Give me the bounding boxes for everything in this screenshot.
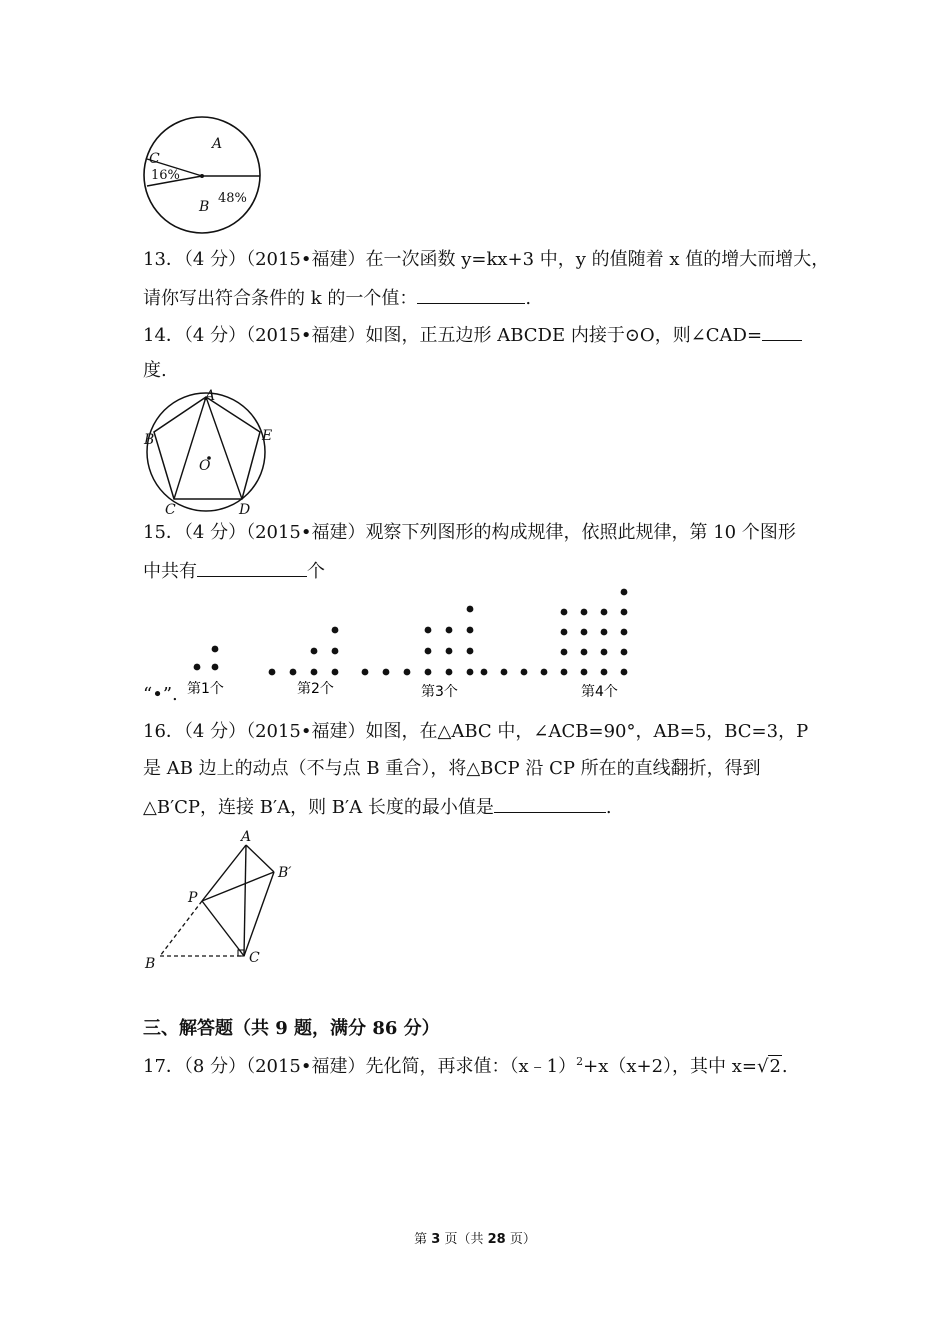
label-e: E — [262, 428, 273, 444]
pie-label-a: A — [212, 136, 223, 152]
segment-ac — [244, 845, 246, 956]
footer-total-pages: 28 — [487, 1232, 506, 1247]
segment-pc — [202, 901, 244, 956]
dot-fig3-1 — [446, 627, 453, 634]
pentagon-figure — [140, 388, 280, 516]
page-footer — [0, 1228, 950, 1247]
q17-end: . — [781, 1056, 788, 1077]
dot-fig4-5 — [581, 629, 588, 636]
dot-fig4-19 — [481, 669, 488, 676]
dot-fig2-2 — [311, 669, 318, 676]
q16-line3 — [143, 794, 612, 820]
dot-fig4-15 — [621, 669, 628, 676]
q13-line2-text: 请你写出符合条件的 k 的一个值： — [143, 288, 418, 309]
label-b: B — [144, 432, 155, 448]
segment-pb-dashed — [160, 901, 202, 956]
dot-fig2-3 — [332, 669, 339, 676]
caption-fig1: 第1个 — [187, 681, 224, 697]
pie-label-b: B — [199, 199, 210, 215]
q15-line2 — [143, 558, 325, 584]
dot-fig4-20 — [621, 589, 628, 596]
circle-o — [147, 393, 265, 511]
pentagon-abcde — [154, 397, 260, 499]
dot-fig3-10 — [383, 669, 390, 676]
label-b: B — [145, 956, 156, 972]
dot-fig3-0 — [425, 627, 432, 634]
q17-radicand: 2 — [769, 1056, 781, 1077]
dot-layer — [194, 589, 628, 676]
caption-fig3: 第3个 — [421, 684, 458, 700]
q14-line1-text: 14．（4 分）（2015•福建）如图，正五边形 ABCDE 内接于⊙O，则∠CAD= — [143, 325, 763, 346]
q14-line1 — [143, 322, 802, 348]
dot-fig4-16 — [541, 669, 548, 676]
dot-fig4-7 — [621, 629, 628, 636]
q16-end: . — [605, 797, 612, 818]
q17-exponent: 2 — [576, 1055, 584, 1068]
dot-fig3-9 — [404, 669, 411, 676]
caption-fig4: 第4个 — [581, 684, 618, 700]
dot-fig3-6 — [425, 669, 432, 676]
label-p: P — [188, 890, 198, 906]
dot-fig4-1 — [581, 609, 588, 616]
q16-line1: 16．（4 分）（2015•福建）如图，在△ABC 中，∠ACB=90°，AB=5，BC=3，P — [143, 721, 809, 742]
dot-fig2-4 — [290, 669, 297, 676]
label-b-prime: B′ — [278, 865, 292, 881]
dot-fig4-17 — [521, 669, 528, 676]
dot-fig3-12 — [467, 606, 474, 613]
dot-fig4-3 — [621, 609, 628, 616]
pie-center — [200, 174, 204, 178]
dot-fig3-8 — [467, 669, 474, 676]
segment-abp — [246, 845, 274, 872]
dot-fig4-13 — [581, 669, 588, 676]
label-c: C — [249, 950, 260, 966]
dot-fig4-9 — [581, 649, 588, 656]
q16-line3-text: △B′CP，连接 B′A，则 B′A 长度的最小值是 — [143, 797, 494, 818]
dot-fig4-8 — [561, 649, 568, 656]
dot-fig4-12 — [561, 669, 568, 676]
q17-mid: +x（x+2），其中 x= — [583, 1056, 757, 1077]
q17-line — [143, 1055, 788, 1079]
dot-fig3-11 — [362, 669, 369, 676]
q14-answer-blank[interactable] — [762, 322, 802, 341]
dot-fig2-0 — [311, 648, 318, 655]
label-c: C — [165, 502, 176, 518]
dot-fig3-2 — [467, 627, 474, 634]
segment-ad — [206, 397, 242, 499]
q15-line2-pre: 中共有 — [143, 561, 197, 582]
q15-answer-blank[interactable] — [197, 558, 307, 577]
footer-mid: 页（共 — [440, 1232, 488, 1247]
dot-fig3-3 — [425, 648, 432, 655]
q13-answer-blank[interactable] — [417, 285, 525, 304]
q13-line1: 13．（4 分）（2015•福建）在一次函数 y=kx+3 中，y 的值随着 x 值的增大而增大， — [143, 249, 830, 270]
caption-fig2: 第2个 — [297, 681, 334, 697]
dot-figures — [140, 585, 660, 705]
label-a: A — [241, 829, 252, 845]
q13-line2 — [143, 285, 531, 311]
label-a: A — [205, 388, 216, 404]
dot-fig4-18 — [501, 669, 508, 676]
pentagon-diagram — [140, 388, 280, 516]
q15-line1: 15．（4 分）（2015•福建）观察下列图形的构成规律，依照此规律，第 10 个图形 — [143, 522, 796, 543]
q14-line2: 度. — [143, 360, 167, 381]
footer-page-number: 3 — [431, 1232, 441, 1247]
dot-figure-captions — [187, 681, 618, 700]
q16-line2: 是 AB 边上的动点（不与点 B 重合），将△BCP 沿 CP 所在的直线翻折，得到 — [143, 758, 761, 779]
label-o: O — [199, 458, 211, 474]
segment-ac — [174, 397, 206, 499]
pie-pct-c: 16% — [151, 168, 180, 183]
dot-pattern-svg — [140, 585, 660, 705]
dot-fig4-4 — [561, 629, 568, 636]
pie-pct-b: 48% — [218, 191, 247, 206]
dot-fig3-7 — [446, 669, 453, 676]
dot-fig4-10 — [601, 649, 608, 656]
dot-fig4-6 — [601, 629, 608, 636]
sqrt-symbol: √ — [756, 1056, 769, 1077]
q16-answer-blank[interactable] — [494, 794, 606, 813]
q13-end: . — [525, 288, 532, 309]
segment-bpc — [244, 872, 274, 956]
q17-pre: 17．（8 分）（2015•福建）先化简，再求值：（x﹣1） — [143, 1056, 577, 1077]
dot-fig1-0 — [212, 664, 219, 671]
dot-fig4-14 — [601, 669, 608, 676]
dot-fig2-5 — [269, 669, 276, 676]
dot-fig1-1 — [194, 664, 201, 671]
pie-label-c: C — [149, 151, 160, 167]
dot-fig3-5 — [467, 648, 474, 655]
dot-fig4-2 — [601, 609, 608, 616]
dot-fig1-2 — [212, 646, 219, 653]
triangle-figure — [140, 825, 310, 975]
label-d: D — [239, 502, 251, 518]
section-title: 三、解答题（共 9 题，满分 86 分） — [143, 1018, 440, 1039]
dot-fig4-0 — [561, 609, 568, 616]
footer-post: 页） — [505, 1232, 536, 1247]
q15-line2-post: 个 — [307, 561, 325, 582]
pie-chart-figure — [140, 115, 270, 235]
pie-chart — [140, 115, 270, 235]
dot-fig3-4 — [446, 648, 453, 655]
q15-caption-prefix: “•”. — [143, 684, 178, 705]
dot-fig2-6 — [332, 627, 339, 634]
dot-fig4-11 — [621, 649, 628, 656]
triangle-diagram — [140, 825, 310, 975]
footer-pre: 第 — [414, 1232, 432, 1247]
dot-fig2-1 — [332, 648, 339, 655]
